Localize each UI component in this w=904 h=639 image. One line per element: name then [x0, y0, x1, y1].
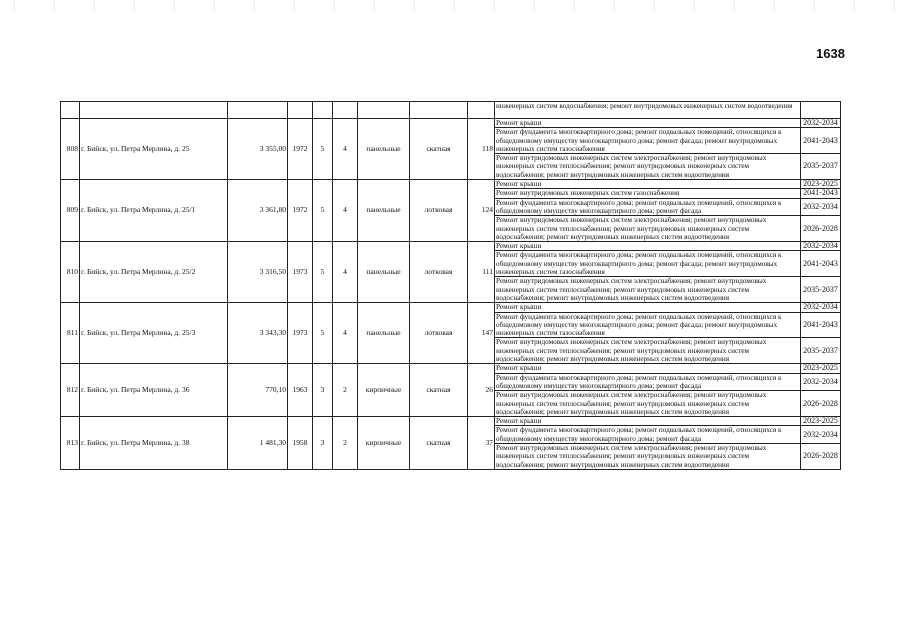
table-row — [61, 119, 841, 128]
house-year: 1963 — [288, 364, 313, 417]
house-floors: 5 — [313, 119, 333, 180]
work-description: Ремонт крыши — [495, 364, 801, 373]
cell-empty — [410, 102, 468, 119]
house-number: 809 — [61, 180, 80, 242]
resident-count: 26 — [468, 364, 495, 417]
work-description: Ремонт внутридомовых инженерных систем газоснабжения — [495, 189, 801, 198]
wall-material: панельные — [358, 180, 410, 242]
work-description: Ремонт внутридомовых инженерных систем электроснабжения; ремонт внутридомовых инженерных систем теплоснабжения; ремонт внутридомовых инженерных систем водоснабжения; ремонт внутридомовых инженерных систем водоотведения — [495, 277, 801, 303]
work-description: Ремонт внутридомовых инженерных систем электроснабжения; ремонт внутридомовых инженерных систем теплоснабжения; ремонт внутридомовых инженерных систем водоснабжения; ремонт внутридомовых инженерных систем водоотведения — [495, 391, 801, 417]
house-address: г. Бийск, ул. Петра Мерлина, д. 38 — [80, 417, 228, 470]
house-floors: 5 — [313, 242, 333, 303]
house-floors: 3 — [313, 364, 333, 417]
house-year: 1973 — [288, 303, 313, 364]
house-number: 808 — [61, 119, 80, 180]
house-number: 812 — [61, 364, 80, 417]
table-row — [61, 180, 841, 189]
table-row — [61, 242, 841, 251]
resident-count: 124 — [468, 180, 495, 242]
house-floors: 3 — [313, 417, 333, 470]
work-description: Ремонт внутридомовых инженерных систем электроснабжения; ремонт внутридомовых инженерных систем теплоснабжения; ремонт внутридомовых инженерных систем водоснабжения; ремонт внутридомовых инженерных систем водоотведения — [495, 338, 801, 364]
cell-empty — [228, 102, 288, 119]
work-period: 2035-2037 — [801, 338, 841, 364]
house-floors: 5 — [313, 303, 333, 364]
work-description: Ремонт внутридомовых инженерных систем электроснабжения; ремонт внутридомовых инженерных систем теплоснабжения; ремонт внутридомовых инженерных систем водоснабжения; ремонт внутридомовых инженерных систем водоотведения — [495, 154, 801, 180]
repair-program-table — [60, 101, 841, 470]
work-period: 2026-2028 — [801, 443, 841, 469]
work-description: Ремонт фундамента многоквартирного дома; ремонт подвальных помещений, относящихся к общедомовому имуществу многоквартирного дома; ремонт фасада; ремонт внутридомовых инженерных систем газоснабжения — [495, 312, 801, 338]
work-period: 2041-2043 — [801, 251, 841, 277]
resident-count: 147 — [468, 303, 495, 364]
scan-noise — [0, 0, 904, 12]
work-period: 2035-2037 — [801, 277, 841, 303]
roof-type: скатная — [410, 417, 468, 470]
table-row — [61, 417, 841, 426]
wall-material: кирпичные — [358, 364, 410, 417]
work-period: 2041-2043 — [801, 128, 841, 154]
cell-empty — [80, 102, 228, 119]
cell-empty — [288, 102, 313, 119]
house-address: г. Бийск, ул. Петра Мерлина, д. 36 — [80, 364, 228, 417]
work-description: Ремонт фундамента многоквартирного дома; ремонт подвальных помещений, относящихся к общедомовому имуществу многоквартирного дома; ремонт фасада — [495, 426, 801, 444]
cell-empty — [468, 102, 495, 119]
cell-empty — [61, 102, 80, 119]
table-row — [61, 364, 841, 373]
house-number: 810 — [61, 242, 80, 303]
house-entrances: 4 — [333, 119, 358, 180]
work-period: 2032-2034 — [801, 242, 841, 251]
house-entrances: 4 — [333, 242, 358, 303]
house-area: 3 316,50 — [228, 242, 288, 303]
cell-empty — [313, 102, 333, 119]
work-period: 2032-2034 — [801, 198, 841, 216]
house-number: 813 — [61, 417, 80, 470]
house-number: 811 — [61, 303, 80, 364]
house-area: 3 355,00 — [228, 119, 288, 180]
table-row — [61, 303, 841, 312]
work-description: Ремонт крыши — [495, 242, 801, 251]
page-number: 1638 — [816, 46, 845, 61]
cell-empty — [333, 102, 358, 119]
work-period — [801, 102, 841, 119]
work-description: Ремонт фундамента многоквартирного дома; ремонт подвальных помещений, относящихся к общедомовому имуществу многоквартирного дома; ремонт фасада — [495, 373, 801, 391]
house-address: г. Бийск, ул. Петра Мерлина, д. 25/1 — [80, 180, 228, 242]
house-area: 770,10 — [228, 364, 288, 417]
wall-material: панельные — [358, 303, 410, 364]
house-address: г. Бийск, ул. Петра Мерлина, д. 25/3 — [80, 303, 228, 364]
house-area: 3 343,30 — [228, 303, 288, 364]
table-row-continuation — [61, 102, 841, 119]
work-period: 2023-2025 — [801, 364, 841, 373]
work-period: 2032-2034 — [801, 426, 841, 444]
work-period: 2023-2025 — [801, 180, 841, 189]
house-address: г. Бийск, ул. Петра Мерлина, д. 25/2 — [80, 242, 228, 303]
house-entrances: 4 — [333, 303, 358, 364]
work-period: 2032-2034 — [801, 119, 841, 128]
work-period: 2035-2037 — [801, 154, 841, 180]
work-description: инженерных систем водоснабжения; ремонт внутридомовых инженерных систем водоотведения — [495, 102, 801, 119]
roof-type: лотковая — [410, 180, 468, 242]
work-description: Ремонт внутридомовых инженерных систем электроснабжения; ремонт внутридомовых инженерных систем теплоснабжения; ремонт внутридомовых инженерных систем водоснабжения; ремонт внутридомовых инженерных систем водоотведения — [495, 216, 801, 242]
work-period: 2041-2043 — [801, 189, 841, 198]
house-entrances: 2 — [333, 417, 358, 470]
house-entrances: 2 — [333, 364, 358, 417]
resident-count: 111 — [468, 242, 495, 303]
work-description: Ремонт крыши — [495, 180, 801, 189]
work-description: Ремонт фундамента многоквартирного дома; ремонт подвальных помещений, относящихся к общедомовому имуществу многоквартирного дома; ремонт фасада; ремонт внутридомовых инженерных систем газоснабжения — [495, 251, 801, 277]
work-description: Ремонт крыши — [495, 303, 801, 312]
house-area: 1 481,30 — [228, 417, 288, 470]
house-year: 1972 — [288, 119, 313, 180]
wall-material: панельные — [358, 242, 410, 303]
house-year: 1958 — [288, 417, 313, 470]
wall-material: кирпичные — [358, 417, 410, 470]
work-period: 2023-2025 — [801, 417, 841, 426]
work-description: Ремонт внутридомовых инженерных систем электроснабжения; ремонт внутридомовых инженерных систем теплоснабжения; ремонт внутридомовых инженерных систем водоснабжения; ремонт внутридомовых инженерных систем водоотведения — [495, 443, 801, 469]
work-period: 2032-2034 — [801, 303, 841, 312]
house-entrances: 4 — [333, 180, 358, 242]
roof-type: скатная — [410, 119, 468, 180]
work-description: Ремонт крыши — [495, 417, 801, 426]
work-description: Ремонт крыши — [495, 119, 801, 128]
work-period: 2026-2028 — [801, 216, 841, 242]
house-floors: 5 — [313, 180, 333, 242]
work-description: Ремонт фундамента многоквартирного дома; ремонт подвальных помещений, относящихся к общедомовому имуществу многоквартирного дома; ремонт фасада; ремонт внутридомовых инженерных систем газоснабжения — [495, 128, 801, 154]
roof-type: лотковая — [410, 303, 468, 364]
table-body — [61, 102, 841, 470]
resident-count: 37 — [468, 417, 495, 470]
roof-type: скатная — [410, 364, 468, 417]
resident-count: 118 — [468, 119, 495, 180]
work-period: 2026-2028 — [801, 391, 841, 417]
house-year: 1972 — [288, 180, 313, 242]
wall-material: панельные — [358, 119, 410, 180]
work-period: 2041-2043 — [801, 312, 841, 338]
cell-empty — [358, 102, 410, 119]
work-period: 2032-2034 — [801, 373, 841, 391]
roof-type: лотковая — [410, 242, 468, 303]
work-description: Ремонт фундамента многоквартирного дома; ремонт подвальных помещений, относящихся к общедомовому имуществу многоквартирного дома; ремонт фасада — [495, 198, 801, 216]
house-address: г. Бийск, ул. Петра Мерлина, д. 25 — [80, 119, 228, 180]
house-area: 3 361,80 — [228, 180, 288, 242]
house-year: 1973 — [288, 242, 313, 303]
